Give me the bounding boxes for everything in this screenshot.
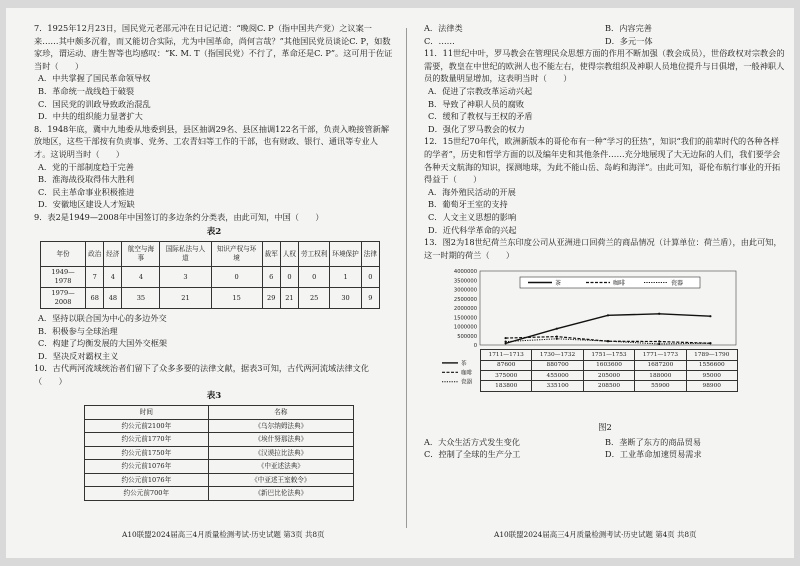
data-point [658, 343, 660, 345]
table-2-header: 政治 [86, 242, 104, 267]
table-2-header: 环境保护 [330, 242, 361, 267]
page-footer-right: A10联盟2024届高三4月质量检测考试·历史试题 第4页 共8页 [494, 530, 697, 539]
chart-table-cell: 880700 [532, 360, 583, 370]
question-8-option-b: B．淮海战役取得伟大胜利 [38, 174, 135, 185]
question-7-option-a: A．中共掌握了国民革命领导权 [38, 73, 151, 84]
left-column [34, 22, 394, 505]
data-point [658, 341, 660, 343]
chart-table-category: 1751—1753 [583, 350, 634, 360]
chart-table-cell: 375000 [481, 371, 532, 381]
chart-table-cell: 188000 [635, 371, 686, 381]
table-2-header: 劳工权利 [299, 242, 330, 267]
data-point [709, 315, 711, 317]
question-8-option-a: A．党的干部制度趋于完善 [38, 161, 134, 172]
question-12-option-c: C．人文主义思想的影响 [428, 211, 517, 222]
table-cell: 21 [160, 288, 211, 309]
page-footer-left: A10联盟2024届高三4月质量检测考试·历史试题 第3页 共8页 [122, 530, 325, 539]
question-9-option-c: C．构建了均衡发展的大国外交框架 [38, 338, 168, 349]
question-11-option-d: D．强化了罗马教会的权力 [428, 123, 525, 134]
table-row [41, 267, 380, 288]
table-cell: 4 [122, 267, 160, 288]
question-9-stem: 9．表2是1949—2008年中国签订的多边条约分类表，由此可知，中国（ ） [34, 211, 324, 222]
y-tick-label: 500000 [457, 334, 477, 341]
y-tick-label: 4000000 [453, 269, 477, 276]
table-cell: 4 [104, 267, 122, 288]
chart-table-row [481, 360, 738, 370]
table-cell: 9 [361, 288, 379, 309]
chart-table-cell: 183800 [481, 381, 532, 391]
chart-table-cell: 1687200 [635, 360, 686, 370]
question-8-stem: 8．1948年底，冀中九地委从地委到县，县区抽调29名、县区抽调122名干部，负责入晚接管新解放地区，这些干部按有负责事、党务、工农青妇等工作的干部，也有财政、银行、通讯等专业人才。这说明当时（ ） [34, 123, 390, 159]
table-row [41, 288, 380, 309]
table-2-header: 法律 [361, 242, 379, 267]
table-2-header: 经济 [104, 242, 122, 267]
table-row [85, 419, 354, 433]
question-7-option-b: B．革命统一战线趋于破裂 [38, 85, 135, 96]
table-cell: 21 [280, 288, 298, 309]
table-cell: 《新巴比伦法典》 [208, 487, 353, 501]
chart-table-cell: 208500 [583, 381, 634, 391]
chart-table-row [481, 381, 738, 391]
question-7 [34, 22, 394, 123]
table-3-caption: 表3 [206, 390, 222, 401]
question-11-stem: 11．11世纪中叶，罗马教会在管理民众思想方面的作用不断加强（教会成员），世俗政权对宗教会的需要，教皇在中世纪的欧洲人也不能左右，使得宗教组织及神职人员地位提升与日俱增，一般神职人员的数量明显增加，这表明当时（ ） [424, 48, 785, 84]
chart-table-cell: 55900 [635, 381, 686, 391]
question-9 [34, 211, 394, 363]
table-2-header: 国际私法与人道 [160, 242, 211, 267]
table-cell: 1979—2008 [41, 288, 86, 309]
table-row-key-label: 茶 [461, 361, 467, 368]
data-point [505, 341, 507, 343]
chart-table-cell: 1556600 [686, 360, 737, 370]
table-cell: 7 [86, 267, 104, 288]
table-cell: 30 [330, 288, 361, 309]
chart-table-row [481, 371, 738, 381]
chart-data-table [480, 349, 738, 392]
question-11-option-b: B．导致了神职人员的腐败 [428, 98, 525, 109]
data-point [658, 313, 660, 315]
table-cell: 约公元前2100年 [85, 419, 209, 433]
chart-table-category: 1730—1732 [532, 350, 583, 360]
y-tick-label: 1000000 [453, 324, 477, 331]
table-cell: 6 [262, 267, 280, 288]
table-cell: 0 [211, 267, 262, 288]
question-12-option-d: D．近代科学革命的兴起 [428, 224, 517, 235]
table-row [85, 473, 354, 487]
data-point [709, 342, 711, 344]
table-row [85, 487, 354, 501]
question-10-stem: 10．古代两河流域统治者们留下了众多多要的法律文献，据表3可知，古代两河流域法律文化（ ） [34, 363, 369, 387]
table-cell: 68 [86, 288, 104, 309]
legend-label: 茶 [555, 280, 562, 288]
data-point [607, 340, 609, 342]
table-cell: 约公元前700年 [85, 487, 209, 501]
chart-table-category: 1711—1713 [481, 350, 532, 360]
question-7-option-d: D．中共的组织能力显著扩大 [38, 111, 143, 122]
table-3-header: 名称 [208, 406, 353, 420]
chart-table-cell: 1603600 [583, 360, 634, 370]
table-row [85, 433, 354, 447]
question-13-option-b: B．垄断了东方的商品贸易 [605, 436, 702, 447]
data-point [556, 328, 558, 330]
question-8-option-d: D．安徽地区建设人才短缺 [38, 199, 135, 210]
table-3-header: 时间 [85, 406, 209, 420]
data-point [505, 337, 507, 339]
table-cell: 约公元前1076年 [85, 460, 209, 474]
y-tick-label: 1500000 [453, 315, 477, 322]
table-2-caption: 表2 [206, 226, 222, 237]
data-point [556, 336, 558, 338]
table-2-header-row [41, 242, 380, 267]
question-9-option-a: A．坚持以联合国为中心的多边外交 [38, 313, 167, 324]
chart-table-cell: 455000 [532, 371, 583, 381]
right-column [424, 22, 786, 461]
question-13-option-d: D．工业革命加速贸易需求 [605, 449, 702, 460]
y-tick-label: 3000000 [453, 287, 477, 294]
data-point [556, 338, 558, 340]
question-8-option-c: C．民主革命事业积极推进 [38, 186, 135, 197]
table-cell: 0 [361, 267, 379, 288]
y-tick-label: 0 [473, 343, 477, 350]
chart-svg [438, 265, 738, 415]
question-10-options [424, 22, 786, 47]
table-cell: 《中亚述王室敕令》 [208, 473, 353, 487]
table-cell: 35 [122, 288, 160, 309]
question-12 [424, 135, 786, 236]
y-tick-label: 2000000 [453, 306, 477, 313]
legend-label: 咖啡 [613, 280, 626, 288]
table-row-key-label: 咖啡 [461, 370, 473, 377]
question-13-options [424, 436, 786, 461]
legend-label: 瓷器 [671, 280, 684, 288]
table-cell: 1949—1978 [41, 267, 86, 288]
table-3-header-row [85, 406, 354, 420]
table-cell: 15 [211, 288, 262, 309]
question-13 [424, 236, 786, 461]
figure-2-caption: 图2 [598, 422, 612, 433]
series-line [506, 314, 711, 344]
table-cell: 0 [299, 267, 330, 288]
table-row [85, 460, 354, 474]
question-9-option-b: B．积极参与全球治理 [38, 325, 118, 336]
question-8 [34, 123, 394, 211]
table-row-key-label: 瓷器 [461, 379, 473, 386]
table-3 [84, 405, 354, 501]
chart-table-category: 1789—1790 [686, 350, 737, 360]
question-11-option-c: C．缓和了教权与王权的矛盾 [428, 111, 533, 122]
table-cell: 0 [280, 267, 298, 288]
table-cell: 《汉谟拉比法典》 [208, 446, 353, 460]
table-2-header: 知识产权与环境 [211, 242, 262, 267]
table-cell: 3 [160, 267, 211, 288]
figure-2-chart [438, 265, 738, 415]
question-12-option-a: A．海外殖民活动的开展 [428, 186, 516, 197]
question-10 [34, 362, 394, 500]
table-cell: 48 [104, 288, 122, 309]
table-cell: 约公元前1076年 [85, 473, 209, 487]
data-point [607, 315, 609, 317]
table-row [85, 446, 354, 460]
y-tick-label: 3500000 [453, 278, 477, 285]
chart-table-cell: 335100 [532, 381, 583, 391]
chart-table-cell: 95000 [686, 371, 737, 381]
table-cell: 约公元前1750年 [85, 446, 209, 460]
question-7-stem: 7．1925年12月23日，国民党元老邵元冲在日记记道：“晚阅C. P（指中国共产党）之议案一来……其中颇多沉着，而又能切合实际，尤为中国革命，尚何言哉？”其他国民党员谈论C. P，如数家珍，谓运动、唐生智等也均感叹：“K. M. T（指国民党）不行了，革命还是C. P”。这可用于佐证当时（ ） [34, 23, 393, 71]
question-11-option-a: A．促进了宗教改革运动兴起 [428, 85, 533, 96]
question-10-option-a: A．法律类 [424, 23, 463, 33]
table-cell: 1 [330, 267, 361, 288]
chart-table-cell: 87600 [481, 360, 532, 370]
table-cell: 25 [299, 288, 330, 309]
chart-table-header-row [481, 350, 738, 360]
question-10-option-d: D．多元一体 [605, 35, 653, 46]
table-cell: 《埃什努那法典》 [208, 433, 353, 447]
table-cell: 《乌尔纳姆法典》 [208, 419, 353, 433]
question-12-option-b: B．葡萄牙王室的支持 [428, 199, 508, 210]
chart-table-category: 1771—1773 [635, 350, 686, 360]
table-2-header: 人权 [280, 242, 298, 267]
table-2-header: 航空与海事 [122, 242, 160, 267]
y-tick-label: 2500000 [453, 297, 477, 304]
question-7-option-c: C．国民党的训政导致政治混乱 [38, 98, 151, 109]
table-cell: 约公元前1770年 [85, 433, 209, 447]
column-divider [406, 28, 407, 528]
question-10-option-c: C．…… [424, 35, 455, 46]
question-11 [424, 47, 786, 135]
question-13-option-c: C．控制了全球的生产分工 [424, 449, 521, 460]
table-2-header: 年份 [41, 242, 86, 267]
question-12-stem: 12．15世纪70年代，欧洲新版本的哥伦布有一种“学习的狂热”，知识“我们的前辈时代的各种各样的学者”，历史和哲学方面的以及编年史和其他条件……充分地展现了大无边际的人们，我们要学会各种天文航海的知识，探测地球，为此不能山岳、岛屿和海洋”。由此可知，哥伦布航行事业的开拓得益于（ ） [424, 136, 781, 185]
table-2 [40, 241, 380, 309]
question-13-stem: 13．图2为18世纪荷兰东印度公司从亚洲进口回荷兰的商品情况（计算单位：荷兰盾），由此可知，这一时期的荷兰（ ） [424, 237, 782, 260]
table-cell: 29 [262, 288, 280, 309]
exam-sheet [6, 8, 794, 558]
chart-table-cell: 205000 [583, 371, 634, 381]
question-10-option-b: B．内容完善 [605, 23, 652, 33]
chart-table-cell: 98900 [686, 381, 737, 391]
table-cell: 《中亚述法典》 [208, 460, 353, 474]
table-2-header: 裁军 [262, 242, 280, 267]
question-9-option-d: D．坚决反对霸权主义 [38, 350, 119, 361]
question-13-option-a: A．大众生活方式发生变化 [424, 436, 520, 447]
